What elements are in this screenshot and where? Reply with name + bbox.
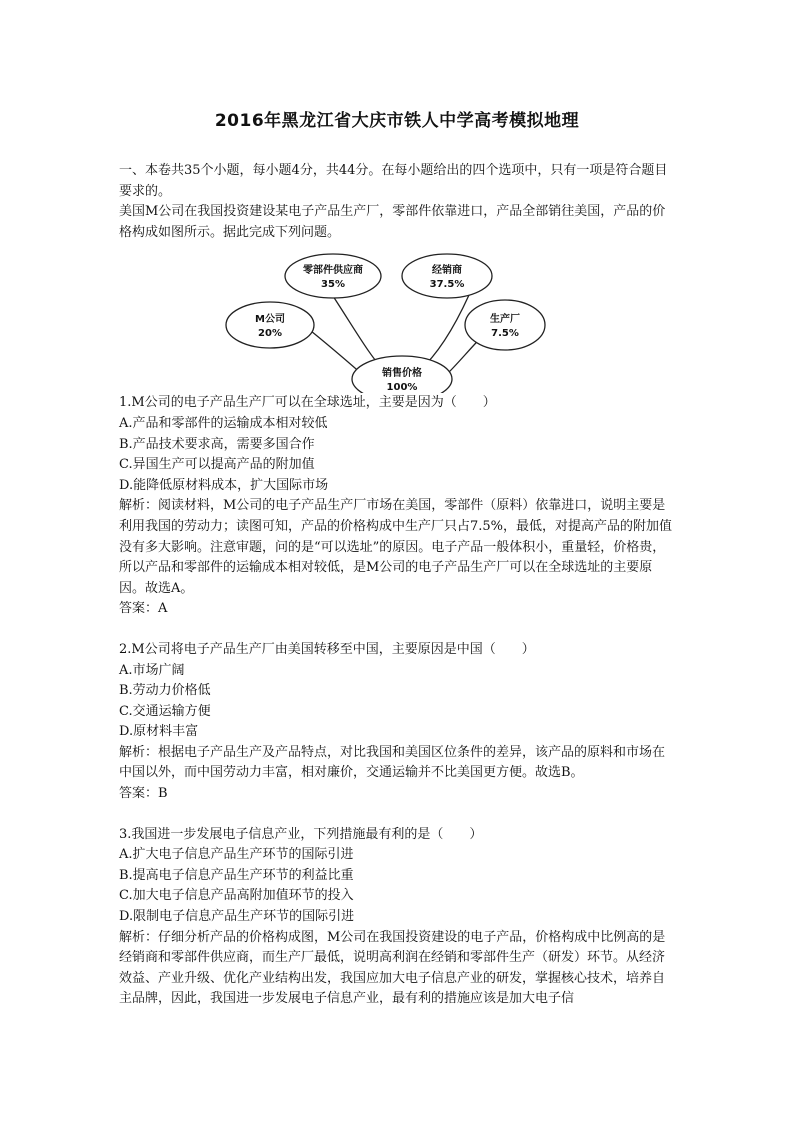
document-body <box>119 161 677 1010</box>
question-1-answer: 答案：A <box>119 601 168 617</box>
question-3-analysis: 解析：仔细分析产品的价格构成图，M公司在我国投资建设的电子产品，价格构成中比例高的是经销商和零部件供应商，而生产厂最低，说明高利润在经销和零部件生产（研发）环节。从经济效益、产业升级、优化产业结构出发，我国应加大电子信息产业的研发，掌握核心技术，培养自主品牌，因此，我国进一步发展电子信息产业，最有利的措施应该是加大电子信 <box>119 929 666 1007</box>
question-3-stem: 3.我国进一步发展电子信息产业，下列措施最有利的是（ ） <box>119 826 483 842</box>
question-2-option-b: B.劳动力价格低 <box>119 683 211 699</box>
node-value-factory: 7.5% <box>491 328 519 340</box>
price-composition-diagram <box>119 243 677 393</box>
node-value-m-company: 20% <box>258 328 282 340</box>
material-intro: 美国M公司在我国投资建设某电子产品生产厂，零部件依靠进口，产品全部销往美国，产品的价格构成如图所示。据此完成下列问题。 <box>119 204 666 240</box>
node-value-parts-supplier: 35% <box>321 279 345 291</box>
question-2-stem: 2.M公司将电子产品生产厂由美国转移至中国，主要原因是中国（ ） <box>119 641 535 657</box>
page-title: 2016年黑龙江省大庆市铁人中学高考模拟地理 <box>214 111 580 131</box>
node-label-sales-price: 销售价格 <box>382 368 422 380</box>
question-3-option-c: C.加大电子信息产品高附加值环节的投入 <box>119 888 354 904</box>
question-2-option-a: A.市场广阔 <box>119 662 185 678</box>
section-instruction: 一、本卷共35个小题，每小题4分，共44分。在每小题给出的四个选项中，只有一项是符合题目要求的。 <box>119 163 668 199</box>
question-1-option-c: C.异国生产可以提高产品的附加值 <box>119 457 315 473</box>
question-3-option-a: A.扩大电子信息产品生产环节的国际引进 <box>119 847 354 863</box>
question-1-analysis: 解析：阅读材料，M公司的电子产品生产厂市场在美国，零部件（原料）依靠进口，说明主要是利用我国的劳动力；读图可知，产品的价格构成中生产厂只占7.5%，最低，对提高产品的附加值没有多大影响。注意审题，问的是“可以选址”的原因。电子产品一般体积小，重量轻，价格贵，所以产品和零部件的运输成本相对较低，是M公司的电子产品生产厂可以在全球选址的主要原因。故选A。 <box>119 498 673 596</box>
node-value-distributor: 37.5% <box>429 279 465 291</box>
node-label-factory: 生产厂 <box>490 314 520 326</box>
question-3-option-b: B.提高电子信息产品生产环节的利益比重 <box>119 867 354 883</box>
question-2-answer: 答案：B <box>119 786 168 802</box>
node-label-parts-supplier: 零部件供应商 <box>303 265 363 277</box>
question-1-option-d: D.能降低原材料成本，扩大国际市场 <box>119 477 329 493</box>
question-1-stem: 1.M公司的电子产品生产厂可以在全球选址，主要是因为（ ） <box>119 395 496 411</box>
question-2-analysis: 解析：根据电子产品生产及产品特点，对比我国和美国区位条件的差异，该产品的原料和市场在中国以外，而中国劳动力丰富，相对廉价，交通运输并不比美国更方便。故选B。 <box>119 744 666 781</box>
node-label-m-company: M公司 <box>255 314 285 326</box>
question-1-option-b: B.产品技术要求高，需要多国合作 <box>119 436 315 452</box>
question-2-option-d: D.原材料丰富 <box>119 724 199 740</box>
question-3-option-d: D.限制电子信息产品生产环节的国际引进 <box>119 909 355 925</box>
node-value-sales-price: 100% <box>386 382 418 394</box>
question-2-option-c: C.交通运输方便 <box>119 703 211 719</box>
question-1-option-a: A.产品和零部件的运输成本相对较低 <box>119 415 328 431</box>
node-label-distributor: 经销商 <box>432 265 462 277</box>
